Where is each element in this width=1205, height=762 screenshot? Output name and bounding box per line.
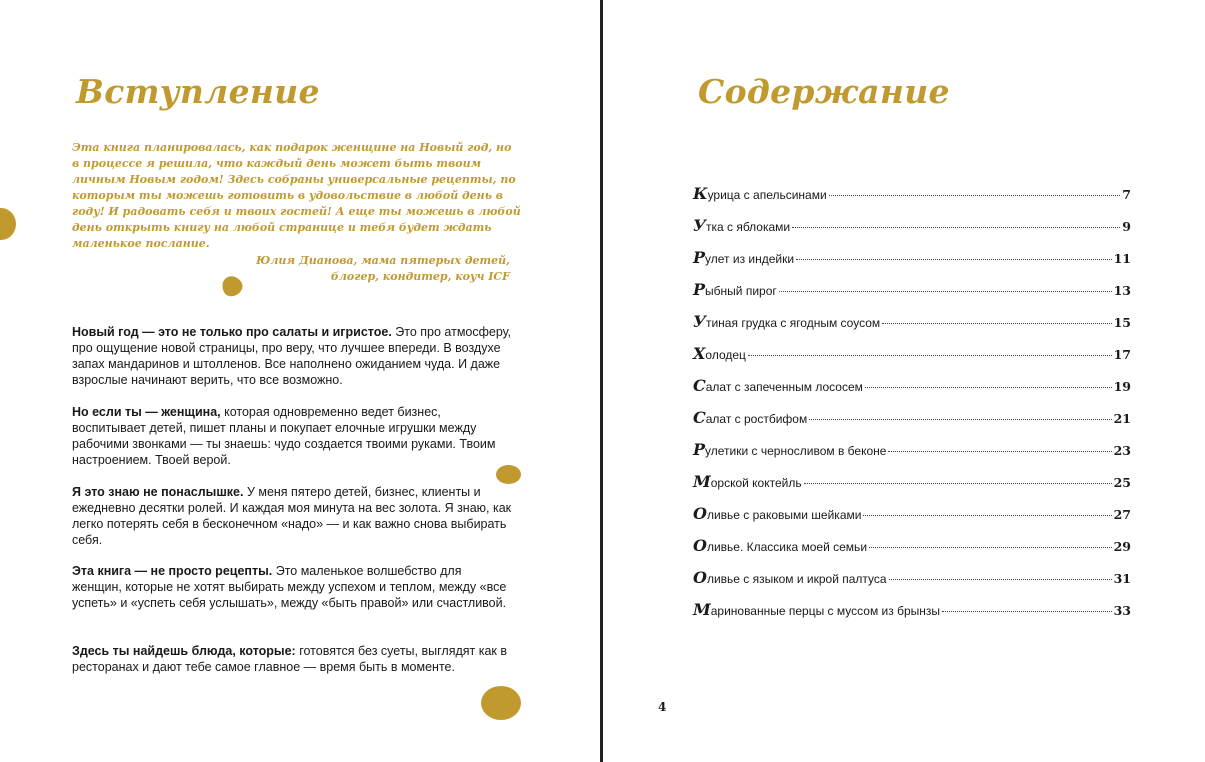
toc-dot-leader — [796, 259, 1112, 260]
toc-entry[interactable] — [693, 344, 1131, 376]
body-paragraph — [72, 643, 512, 675]
toc-entry-title-rest: улет из индейки — [705, 252, 795, 266]
toc-dot-leader — [889, 579, 1112, 580]
paragraph-text: которая одновременно ведет бизнес, воспитывает детей, пишет планы и покупает елочные игрушки между рабочими звонками — ты знаешь: чудо создается твоими руками. Твоим настроением. Твоей верой. — [72, 405, 496, 467]
toc-entry-title — [693, 248, 794, 267]
toc-entry-page: 33 — [1113, 603, 1131, 618]
toc-entry-title — [693, 568, 887, 587]
body-paragraph — [72, 324, 512, 388]
gold-dot-decoration — [481, 686, 521, 720]
toc-dot-leader — [809, 419, 1111, 420]
toc-entry-title — [693, 184, 827, 203]
toc-entry-title — [693, 440, 886, 459]
intro-epigraph: Эта книга планировалась, как подарок женщине на Новый год, но в процессе я решила, что каждый день может быть твоим личным Новым годом! Здесь собраны универсальные рецепты, по которым ты можешь готовить в удовольствие в любой день в году! И радовать себя и твоих гостей! А еще ты можешь в любой день открыть книгу на любой странице и тебя будет ждать маленькое послание. — [72, 141, 521, 250]
toc-entry-title — [693, 472, 802, 491]
toc-entry-title-rest: ливье с раковыми шейками — [706, 508, 862, 522]
paragraph-text: готовятся без суеты, выглядят как в ресторанах и дают тебе самое главное — время быть в моменте. — [72, 644, 507, 674]
toc-entry-page: 17 — [1113, 347, 1131, 362]
toc-entry-title-rest: ливье. Классика моей семьи — [706, 540, 868, 554]
signature-line-1: Юлия Дианова, мама пятерых детей, — [256, 254, 510, 267]
toc-entry-title — [693, 344, 746, 363]
toc-entry-title-rest: улетики с черносливом в беконе — [705, 444, 887, 458]
toc-entry-title-rest: тка с яблоками — [705, 220, 791, 234]
toc-entry-title — [693, 280, 777, 299]
toc-entry-initial: У — [693, 312, 706, 331]
toc-entry-initial: С — [693, 376, 706, 395]
toc-dot-leader — [869, 547, 1112, 548]
toc-entry-title-rest: орской коктейль — [710, 476, 802, 490]
toc-entry-title-rest: алат с ростбифом — [705, 412, 808, 426]
toc-dot-leader — [829, 195, 1121, 196]
toc-dot-leader — [865, 387, 1112, 388]
toc-entry-page: 31 — [1113, 571, 1131, 586]
toc-entry-initial: Х — [693, 344, 706, 363]
toc-entry-page: 13 — [1113, 283, 1131, 298]
toc-entry-title — [693, 312, 880, 331]
toc-entry-initial: У — [693, 216, 706, 235]
toc-dot-leader — [792, 227, 1120, 228]
toc-dot-leader — [863, 515, 1111, 516]
toc-entry-initial: О — [693, 504, 707, 523]
toc-entry[interactable] — [693, 312, 1131, 344]
toc-entry-initial: М — [693, 600, 711, 619]
paragraph-lead: Эта книга — не просто рецепты. — [72, 564, 273, 578]
toc-entry-page: 11 — [1113, 251, 1131, 266]
toc-entry-page: 21 — [1113, 411, 1131, 426]
body-paragraph — [72, 484, 512, 548]
toc-entry-page: 23 — [1113, 443, 1131, 458]
toc-entry[interactable] — [693, 504, 1131, 536]
toc-entry-initial: Р — [693, 248, 706, 267]
gold-dot-decoration — [0, 208, 16, 240]
toc-entry-initial: Р — [693, 280, 706, 299]
right-page — [603, 0, 1205, 762]
toc-entry[interactable] — [693, 472, 1131, 504]
intro-heading: Вступление — [76, 72, 320, 111]
gold-dot-decoration — [496, 465, 521, 484]
toc-entry-title-rest: тиная грудка с ягодным соусом — [705, 316, 881, 330]
toc-entry-page: 25 — [1113, 475, 1131, 490]
toc-entry-title-rest: ливье с языком и икрой палтуса — [706, 572, 887, 586]
toc-entry-title-rest: ыбный пирог — [705, 284, 777, 298]
toc-entry[interactable] — [693, 536, 1131, 568]
signature-line-2: блогер, кондитер, коуч ICF — [330, 270, 510, 283]
left-page — [0, 0, 601, 762]
toc-entry-title-rest: олодец — [705, 348, 746, 362]
toc-entry[interactable] — [693, 568, 1131, 600]
paragraph-lead: Но если ты — женщина, — [72, 405, 221, 419]
toc-entry-page: 9 — [1122, 219, 1131, 234]
toc-entry-initial: О — [693, 568, 707, 587]
toc-entry-title — [693, 536, 867, 555]
toc-entry[interactable] — [693, 376, 1131, 408]
toc-entry[interactable] — [693, 280, 1131, 312]
toc-entry-page: 29 — [1113, 539, 1131, 554]
toc-entry-title-rest: урица с апельсинами — [707, 188, 827, 202]
paragraph-text: У меня пятеро детей, бизнес, клиенты и ежедневно десятки ролей. И каждая моя минута на вес золота. Я знаю, как легко потерять себя в бесконечном «надо» — и как важно снова выбирать себя. — [72, 485, 512, 547]
toc-entry-initial: М — [693, 472, 711, 491]
toc-entry-page: 7 — [1122, 187, 1131, 202]
toc-entry-title — [693, 216, 790, 235]
toc-entry[interactable] — [693, 408, 1131, 440]
page-number: 4 — [658, 700, 667, 714]
toc-dot-leader — [888, 451, 1111, 452]
toc-dot-leader — [882, 323, 1111, 324]
toc-entry-title — [693, 408, 807, 427]
paragraph-lead: Здесь ты найдешь блюда, которые: — [72, 644, 296, 658]
toc-entry-initial: К — [693, 184, 708, 203]
toc-entry[interactable] — [693, 184, 1131, 216]
toc-entry-page: 19 — [1113, 379, 1131, 394]
toc-entry[interactable] — [693, 248, 1131, 280]
toc-entry[interactable] — [693, 600, 1131, 632]
toc-entry-title — [693, 504, 861, 523]
toc-dot-leader — [748, 355, 1112, 356]
contents-heading: Содержание — [698, 72, 950, 111]
paragraph-lead: Я это знаю не понаслышке. — [72, 485, 244, 499]
toc-entry-initial: С — [693, 408, 706, 427]
paragraph-text: Это про атмосферу, про ощущение новой страницы, про веру, что лучшее впереди. В воздухе запах мандаринов и штолленов. Все наполнено ожиданием чуда. И даже взрослые начинают верить, что все возможно. — [72, 325, 512, 387]
toc-entry-initial: О — [693, 536, 707, 555]
paragraph-lead: Новый год — это не только про салаты и игристое. — [72, 325, 392, 339]
toc-entry[interactable] — [693, 440, 1131, 472]
body-paragraph — [72, 563, 512, 611]
toc-entry-title — [693, 600, 940, 619]
author-signature — [200, 253, 510, 285]
toc-entry[interactable] — [693, 216, 1131, 248]
toc-dot-leader — [804, 483, 1112, 484]
toc-dot-leader — [942, 611, 1112, 612]
table-of-contents — [693, 184, 1131, 632]
body-paragraph — [72, 404, 512, 468]
toc-entry-page: 27 — [1113, 507, 1131, 522]
paragraph-text: Это маленькое волшебство для женщин, которые не хотят выбирать между успехом и теплом, между «все успеть» и «успеть себя услышать», между «быть правой» или счастливой. — [72, 564, 507, 610]
toc-entry-title-rest: аринованные перцы с муссом из брынзы — [710, 604, 940, 618]
toc-dot-leader — [779, 291, 1112, 292]
toc-entry-title-rest: алат с запеченным лососем — [705, 380, 863, 394]
toc-entry-title — [693, 376, 863, 395]
toc-entry-initial: Р — [693, 440, 706, 459]
toc-entry-page: 15 — [1113, 315, 1131, 330]
